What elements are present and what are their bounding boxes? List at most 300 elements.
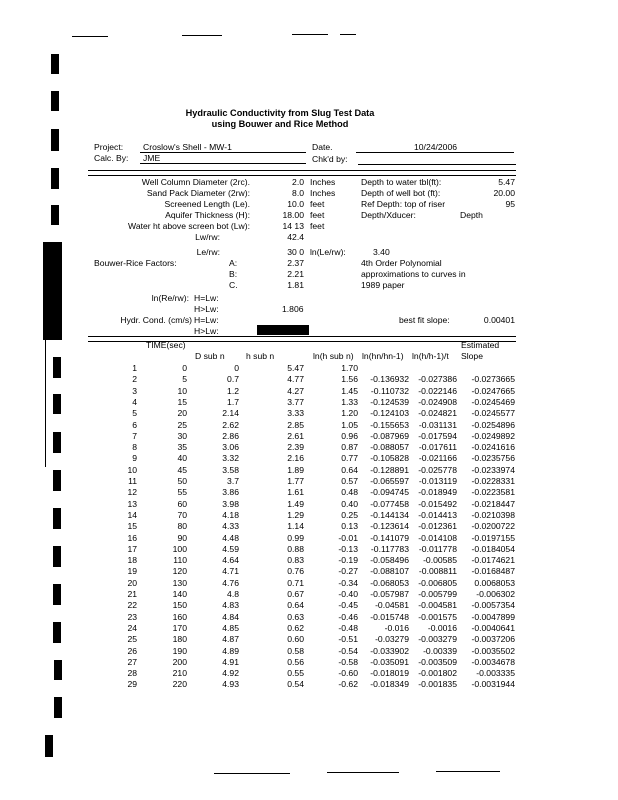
- table-cell: 5: [132, 408, 137, 419]
- table-cell: 0.77: [341, 453, 358, 464]
- table-cell: -0.0035502: [471, 645, 515, 656]
- table-cell: 0.57: [341, 476, 358, 486]
- table-cell: 14: [127, 509, 137, 520]
- hydr-cond-label: Hydr. Cond. (cm/s): [120, 315, 192, 325]
- document-title-line1: Hydraulic Conductivity from Slug Test Data: [185, 108, 375, 118]
- table-cell: -0.51: [338, 634, 358, 645]
- table-cell: 1.29: [287, 509, 304, 520]
- bouwer-rice-factor-value: 2.21: [287, 269, 304, 279]
- table-cell: 20: [127, 577, 137, 588]
- table-cell: 13: [127, 498, 137, 509]
- table-cell: 0.60: [287, 634, 304, 645]
- table-cell: 19: [127, 566, 137, 577]
- right-param-label: Ref Depth: top of riser: [361, 199, 446, 209]
- table-cell: 0.64: [341, 464, 358, 475]
- table-cell: 45: [177, 464, 187, 475]
- table-cell: 5.47: [287, 363, 304, 373]
- scan-mark-top: [292, 34, 328, 35]
- table-cell: -0.60: [338, 668, 358, 679]
- table-cell: 0.25: [341, 509, 358, 520]
- table-cell: -0.48: [338, 622, 358, 633]
- table-cell: 0.83: [287, 555, 304, 566]
- param-label: Aquifer Thickness (H):: [165, 210, 250, 220]
- table-cell: -0.19: [338, 555, 358, 566]
- table-cell: -0.016: [384, 622, 409, 633]
- table-cell: 4.84: [222, 611, 239, 622]
- table-cell: 15: [177, 396, 187, 407]
- table-cell: 1.77: [287, 476, 304, 486]
- table-cell: 0.55: [287, 668, 304, 679]
- table-cell: -0.0040641: [471, 622, 515, 633]
- table-cell: -0.031131: [418, 419, 457, 430]
- table-cell: 3.86: [222, 487, 239, 498]
- binder-mark: [51, 205, 59, 225]
- table-cell: 3.58: [222, 464, 239, 475]
- date-label: Date.: [312, 142, 333, 152]
- scan-mark-bottom: [327, 772, 399, 773]
- param-value: 2.0: [292, 177, 304, 187]
- table-cell: 0.96: [341, 430, 358, 441]
- table-cell: 50: [177, 476, 187, 486]
- table-cell: 4.48: [222, 532, 239, 543]
- table-cell: -0.0047899: [471, 611, 515, 622]
- table-cell: -0.136932: [370, 374, 409, 385]
- table-cell: 9: [132, 453, 137, 464]
- col-header-d-sub-n: D sub n: [195, 351, 225, 361]
- binder-mark: [53, 546, 61, 567]
- table-cell: 2.61: [287, 430, 304, 441]
- param-unit: ln(Le/rw):: [310, 247, 346, 257]
- scan-mark-top: [182, 35, 222, 36]
- table-cell: 0.13: [341, 521, 358, 532]
- table-cell: -0.088107: [370, 566, 409, 577]
- table-cell: -0.0034678: [471, 656, 515, 667]
- binder-mark: [53, 508, 61, 529]
- col-header-slope: Slope: [461, 351, 483, 361]
- table-cell: 1.14: [287, 521, 304, 532]
- table-cell: 130: [172, 577, 187, 588]
- table-cell: 2.39: [287, 442, 304, 453]
- table-cell: -0.58: [338, 656, 358, 667]
- table-cell: 4.93: [222, 679, 239, 690]
- table-cell: -0.022146: [418, 385, 457, 396]
- table-cell: 4.27: [287, 385, 304, 396]
- hydr-cond-cond-2: H>Lw:: [194, 326, 219, 336]
- table-cell: -0.0218447: [471, 498, 515, 509]
- bouwer-rice-factor-value: 2.37: [287, 258, 304, 268]
- table-cell: 4.8: [227, 589, 239, 599]
- table-cell: 0.40: [341, 498, 358, 509]
- table-cell: -0.0037206: [471, 634, 515, 645]
- table-cell: -0.144134: [370, 509, 409, 520]
- param-unit: feet: [310, 210, 325, 220]
- param-label: Le/rw:: [196, 247, 220, 257]
- table-cell: 30: [177, 430, 187, 441]
- right-param-value: 5.47: [498, 177, 515, 187]
- param-value: 30 0: [287, 247, 304, 257]
- table-cell: 25: [177, 419, 187, 430]
- table-cell: 1.2: [227, 385, 239, 396]
- table-cell: 8: [132, 442, 137, 453]
- col-header-time: TIME(sec): [146, 340, 186, 350]
- table-cell: 4.64: [222, 555, 239, 566]
- ln-re-rw-cond-1: H=Lw:: [194, 293, 219, 303]
- table-cell: 0.58: [287, 645, 304, 656]
- table-cell: -0.003335: [476, 668, 515, 679]
- table-cell: -0.0233974: [471, 464, 515, 475]
- binder-mark: [54, 660, 62, 680]
- table-cell: -0.00585: [423, 555, 457, 566]
- bouwer-rice-factor-name: C.: [229, 280, 238, 290]
- table-cell: 1.61: [287, 487, 304, 498]
- table-cell: 4.71: [222, 566, 239, 577]
- binder-mark: [54, 697, 62, 718]
- ln-re-rw-label: ln(Re/rw):: [151, 293, 189, 303]
- table-cell: 70: [177, 509, 187, 520]
- table-cell: -0.155653: [370, 419, 409, 430]
- table-cell: -0.0016: [427, 622, 457, 633]
- table-cell: 200: [172, 656, 187, 667]
- table-cell: -0.110732: [370, 385, 409, 396]
- binder-mark: [53, 394, 61, 414]
- table-cell: -0.018949: [418, 487, 457, 498]
- table-cell: -0.006302: [476, 589, 515, 599]
- table-cell: 1.89: [287, 464, 304, 475]
- bouwer-rice-note: approximations to curves in: [361, 269, 466, 279]
- table-cell: -0.033902: [370, 645, 409, 656]
- binder-mark: [45, 735, 53, 757]
- binder-mark: [53, 432, 61, 453]
- table-cell: 2.86: [222, 430, 239, 441]
- param-label: Screened Length (Le).: [164, 199, 250, 209]
- chkd-by-label: Chk'd by:: [312, 154, 348, 164]
- date-underline: [356, 152, 514, 153]
- table-cell: 4.76: [222, 577, 239, 588]
- table-cell: 1.56: [341, 374, 358, 385]
- table-cell: 90: [177, 532, 187, 543]
- table-cell: -0.40: [338, 589, 358, 599]
- table-cell: 220: [172, 679, 187, 690]
- table-cell: 0.71: [287, 577, 304, 588]
- table-cell: -0.001575: [418, 611, 457, 622]
- table-cell: -0.0168487: [471, 566, 515, 577]
- table-cell: -0.13: [338, 543, 358, 554]
- table-cell: 0.0068053: [474, 577, 515, 588]
- table-cell: -0.0273665: [471, 374, 515, 385]
- table-cell: 2: [132, 374, 137, 385]
- col-header-h-sub-n: h sub n: [246, 351, 275, 361]
- table-cell: 1.70: [341, 363, 358, 373]
- table-cell: -0.0210398: [471, 509, 515, 520]
- table-cell: -0.0223581: [471, 487, 515, 498]
- table-cell: -0.03279: [375, 634, 409, 645]
- table-cell: -0.012361: [418, 521, 457, 532]
- table-cell: 0.56: [287, 656, 304, 667]
- bouwer-rice-note: 1989 paper: [361, 280, 405, 290]
- table-cell: -0.025778: [418, 464, 457, 475]
- table-cell: -0.014108: [418, 532, 457, 543]
- table-cell: 4.91: [222, 656, 239, 667]
- table-cell: 3.98: [222, 498, 239, 509]
- col-header-ln-h-h1-t: ln(h/h-1)/t: [412, 351, 449, 361]
- table-cell: -0.018349: [370, 679, 409, 690]
- table-cell: -0.057987: [370, 589, 409, 599]
- table-cell: 0.67: [287, 589, 304, 599]
- table-cell: 0.88: [287, 543, 304, 554]
- table-cell: 3.06: [222, 442, 239, 453]
- param-value: 18.00: [282, 210, 304, 220]
- table-cell: 160: [172, 611, 187, 622]
- table-cell: 2.62: [222, 419, 239, 430]
- table-cell: 22: [127, 600, 137, 611]
- table-cell: -0.0057354: [471, 600, 515, 611]
- table-cell: 4.92: [222, 668, 239, 679]
- table-cell: 4: [132, 396, 137, 407]
- table-cell: -0.46: [338, 611, 358, 622]
- scan-mark-bottom: [214, 773, 290, 774]
- param-label: Well Column Diameter (2rc).: [141, 177, 250, 187]
- right-param-value: 20.00: [493, 188, 515, 198]
- table-cell: 1.20: [341, 408, 358, 419]
- best-fit-slope-value: 0.00401: [483, 315, 515, 325]
- table-cell: 3.32: [222, 453, 239, 464]
- table-cell: -0.003509: [418, 656, 457, 667]
- project-value: Croslow's Shell - MW-1: [143, 142, 232, 152]
- binder-mark: [53, 470, 61, 491]
- table-cell: -0.001835: [418, 679, 457, 690]
- hydr-cond-redacted-value: [257, 325, 309, 335]
- table-cell: -0.017611: [418, 442, 457, 453]
- table-cell: 4.18: [222, 509, 239, 520]
- table-cell: 140: [172, 589, 187, 599]
- table-cell: 3: [132, 385, 137, 396]
- project-label: Project:: [94, 142, 124, 152]
- table-cell: 3.33: [287, 408, 304, 419]
- table-cell: 1: [132, 363, 137, 373]
- table-cell: 16: [127, 532, 137, 543]
- bouwer-rice-label: Bouwer-Rice Factors:: [94, 258, 177, 268]
- table-cell: 60: [177, 498, 187, 509]
- table-cell: -0.0184054: [471, 543, 515, 554]
- binder-mark: [51, 91, 59, 111]
- table-cell: -0.124539: [370, 396, 409, 407]
- table-cell: 2.16: [287, 453, 304, 464]
- table-cell: 0.87: [341, 442, 358, 453]
- table-cell: -0.058496: [370, 555, 409, 566]
- calc-by-label: Calc. By:: [94, 153, 129, 163]
- binder-mark: [51, 54, 59, 74]
- table-cell: -0.021166: [418, 453, 457, 464]
- table-cell: 0.99: [287, 532, 304, 543]
- table-cell: 11: [128, 476, 137, 486]
- table-cell: 190: [172, 645, 187, 656]
- best-fit-slope-label: best fit slope:: [399, 315, 450, 325]
- bouwer-rice-note: 4th Order Polynomial: [361, 258, 442, 268]
- table-cell: -0.0254896: [471, 419, 515, 430]
- table-cell: 1.45: [341, 385, 358, 396]
- param-value: 8.0: [292, 188, 304, 198]
- table-cell: -0.00339: [423, 645, 457, 656]
- table-cell: 6: [132, 419, 137, 430]
- table-cell: -0.54: [338, 645, 358, 656]
- param-label: Water ht above screen bot (Lw):: [128, 221, 250, 231]
- table-cell: 10: [127, 464, 137, 475]
- table-cell: -0.0228331: [471, 476, 515, 486]
- table-cell: -0.017594: [418, 430, 457, 441]
- table-cell: -0.128891: [370, 464, 409, 475]
- table-cell: 4.77: [287, 374, 304, 385]
- table-cell: -0.04581: [375, 600, 409, 611]
- col-header-estimated: Estimated: [461, 340, 500, 350]
- table-cell: -0.087969: [370, 430, 409, 441]
- binder-mark: [53, 584, 61, 605]
- table-cell: 25: [127, 634, 137, 645]
- table-cell: 1.49: [287, 498, 304, 509]
- table-cell: 1.33: [341, 396, 358, 407]
- table-cell: 2.85: [287, 419, 304, 430]
- scan-line: [45, 340, 46, 467]
- table-cell: -0.077458: [370, 498, 409, 509]
- table-cell: -0.0235756: [471, 453, 515, 464]
- table-cell: -0.001802: [418, 668, 457, 679]
- table-cell: 4.33: [222, 521, 239, 532]
- date-value: 10/24/2006: [414, 142, 458, 152]
- hydr-cond-cond-1: H=Lw:: [194, 315, 219, 325]
- bouwer-rice-factor-name: B:: [229, 269, 238, 279]
- scan-mark-bottom: [436, 771, 500, 772]
- param-unit: Inches: [310, 188, 336, 198]
- scan-mark-top: [340, 34, 356, 35]
- table-cell: 0.64: [287, 600, 304, 611]
- table-cell: -0.024908: [418, 396, 457, 407]
- table-cell: 2.14: [222, 408, 239, 419]
- table-cell: 0.62: [287, 622, 304, 633]
- table-cell: 0: [182, 363, 187, 373]
- table-cell: 4.83: [222, 600, 239, 611]
- table-cell: -0.62: [338, 679, 358, 690]
- ln-re-rw-value-2: 1.806: [282, 304, 304, 314]
- table-cell: -0.003279: [418, 634, 457, 645]
- calc-by-underline: [140, 163, 306, 164]
- bouwer-rice-factor-value: 1.81: [287, 280, 304, 290]
- right-param-value: Depth: [460, 210, 483, 220]
- param-label: Lw/rw:: [195, 232, 220, 242]
- param-value: 42.4: [287, 232, 304, 242]
- binder-mark: [51, 129, 59, 151]
- table-cell: 150: [172, 600, 187, 611]
- right-param-label: Depth of well bot (ft):: [361, 188, 441, 198]
- binder-mark: [43, 242, 62, 340]
- table-cell: -0.105828: [370, 453, 409, 464]
- table-cell: 55: [177, 487, 187, 498]
- table-cell: 21: [127, 589, 137, 599]
- table-cell: -0.013119: [418, 476, 457, 486]
- table-cell: 3.77: [287, 396, 304, 407]
- param-value: 10.0: [287, 199, 304, 209]
- table-cell: -0.011778: [418, 543, 457, 554]
- table-cell: -0.27: [338, 566, 358, 577]
- table-cell: -0.065597: [370, 476, 409, 486]
- param-unit: feet: [310, 199, 325, 209]
- table-cell: -0.004581: [418, 600, 457, 611]
- table-cell: 0: [234, 363, 239, 373]
- table-cell: -0.0249892: [471, 430, 515, 441]
- table-cell: 17: [127, 543, 137, 554]
- table-cell: -0.015748: [370, 611, 409, 622]
- table-cell: 170: [172, 622, 187, 633]
- table-cell: -0.45: [338, 600, 358, 611]
- table-cell: 4.87: [222, 634, 239, 645]
- ln-le-rw-value: 3.40: [373, 247, 390, 257]
- table-cell: -0.0241616: [471, 442, 515, 453]
- table-cell: 5: [182, 374, 187, 385]
- col-header-ln-h-sub-n: ln(h sub n): [313, 351, 354, 361]
- table-cell: -0.34: [338, 577, 358, 588]
- table-cell: -0.006805: [418, 577, 457, 588]
- table-cell: -0.117783: [370, 543, 409, 554]
- table-cell: 10: [177, 385, 187, 396]
- table-cell: 0.54: [287, 679, 304, 690]
- table-cell: 4.85: [222, 622, 239, 633]
- table-cell: 180: [172, 634, 187, 645]
- table-cell: -0.088057: [370, 442, 409, 453]
- param-unit: Inches: [310, 177, 336, 187]
- table-cell: 80: [177, 521, 187, 532]
- table-cell: -0.0247665: [471, 385, 515, 396]
- right-param-value: 95: [505, 199, 515, 209]
- table-cell: -0.035091: [370, 656, 409, 667]
- table-cell: 35: [177, 442, 187, 453]
- table-cell: 26: [127, 645, 137, 656]
- table-cell: 3.7: [227, 476, 239, 486]
- table-cell: -0.015492: [418, 498, 457, 509]
- table-cell: -0.141079: [370, 532, 409, 543]
- table-cell: 23: [127, 611, 137, 622]
- section-divider: [88, 170, 516, 176]
- table-cell: 0.7: [227, 374, 239, 385]
- bouwer-rice-factor-name: A:: [229, 258, 238, 268]
- table-cell: -0.124103: [370, 408, 409, 419]
- table-cell: -0.027386: [418, 374, 457, 385]
- calc-by-value: JME: [143, 153, 161, 163]
- chkd-by-underline: [358, 164, 516, 165]
- right-param-label: Depth/Xducer:: [361, 210, 416, 220]
- param-value: 14 13: [282, 221, 304, 231]
- table-cell: 100: [172, 543, 187, 554]
- right-param-label: Depth to water tbl(ft):: [361, 177, 442, 187]
- table-cell: 0.76: [287, 566, 304, 577]
- table-cell: 28: [127, 668, 137, 679]
- binder-mark: [53, 622, 61, 643]
- table-cell: 1.05: [341, 419, 358, 430]
- table-cell: 40: [177, 453, 187, 464]
- table-cell: 15: [127, 521, 137, 532]
- table-cell: -0.018019: [370, 668, 409, 679]
- table-cell: -0.0174621: [471, 555, 515, 566]
- table-cell: -0.0031944: [471, 679, 515, 690]
- table-cell: 20: [177, 408, 187, 419]
- scan-mark-top: [72, 36, 108, 37]
- table-cell: 0.63: [287, 611, 304, 622]
- table-cell: -0.094745: [370, 487, 409, 498]
- table-cell: -0.01: [338, 532, 358, 543]
- table-cell: 18: [127, 555, 137, 566]
- table-cell: -0.024821: [418, 408, 457, 419]
- document-title-line2: using Bouwer and Rice Method: [211, 119, 349, 129]
- param-unit: feet: [310, 221, 325, 231]
- table-cell: -0.005799: [418, 589, 457, 599]
- table-cell: 1.7: [227, 396, 239, 407]
